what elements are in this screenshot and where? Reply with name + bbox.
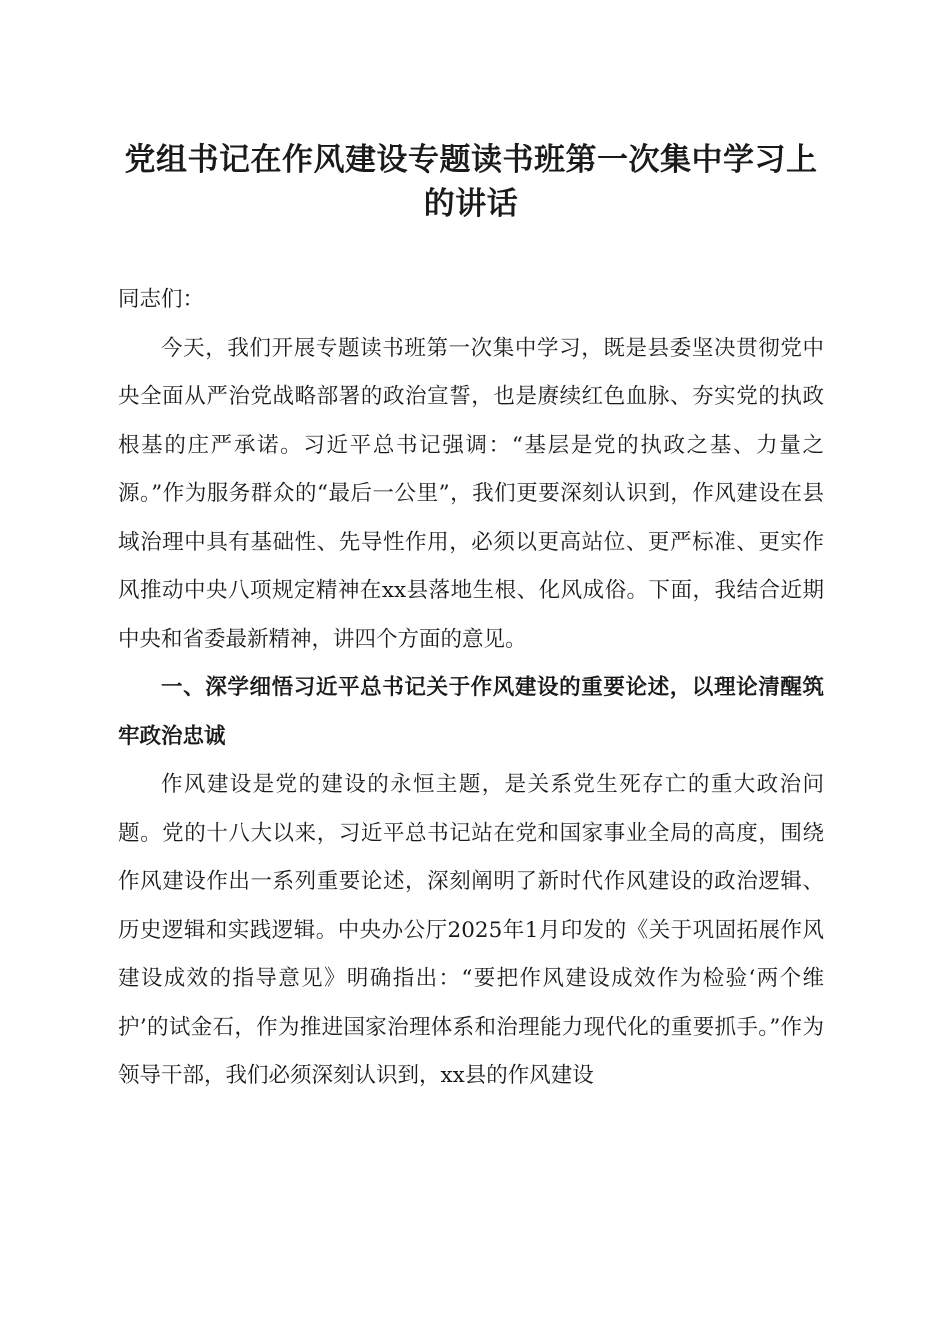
salutation: 同志们： [118, 287, 205, 312]
section-paragraph: 作风建设是党的建设的永恒主题，是关系党生死存亡的重大政治问题。党的十八大以来，习近平总书记站在党和国家事业全局的高度，围绕作风建设作出一系列重要论述，深刻阐明了新时代作风建设的政治逻辑、历史逻辑和实践逻辑。中央办公厅2025年1月印发的《关于巩固拓展作风建设成效的指导意见》明确指出：“要把作风建设成效作为检验‘两个维护’的试金石，作为推进国家治理体系和治理能力现代化的重要抓手。”作为领导干部，我们必须深刻认识到，xx县的作风建设 [118, 772, 824, 1088]
document-title: 党组书记在作风建设专题读书班第一次集中学习上的讲话 [124, 142, 818, 222]
document-body [118, 276, 824, 1101]
section-heading: 一、深学细悟习近平总书记关于作风建设的重要论述，以理论清醒筑牢政治忠诚 [118, 675, 824, 749]
opening-paragraph: 今天，我们开展专题读书班第一次集中学习，既是县委坚决贯彻党中央全面从严治党战略部署的政治宣誓，也是赓续红色血脉、夯实党的执政根基的庄严承诺。习近平总书记强调：“基层是党的执政之基、力量之源。”作为服务群众的“最后一公里”，我们更要深刻认识到，作风建设在县域治理中具有基础性、先导性作用，必须以更高站位、更严标准、更实作风推动中央八项规定精神在xx县落地生根、化风成俗。下面，我结合近期中央和省委最新精神，讲四个方面的意见。 [118, 335, 824, 652]
document-page [118, 128, 824, 1101]
